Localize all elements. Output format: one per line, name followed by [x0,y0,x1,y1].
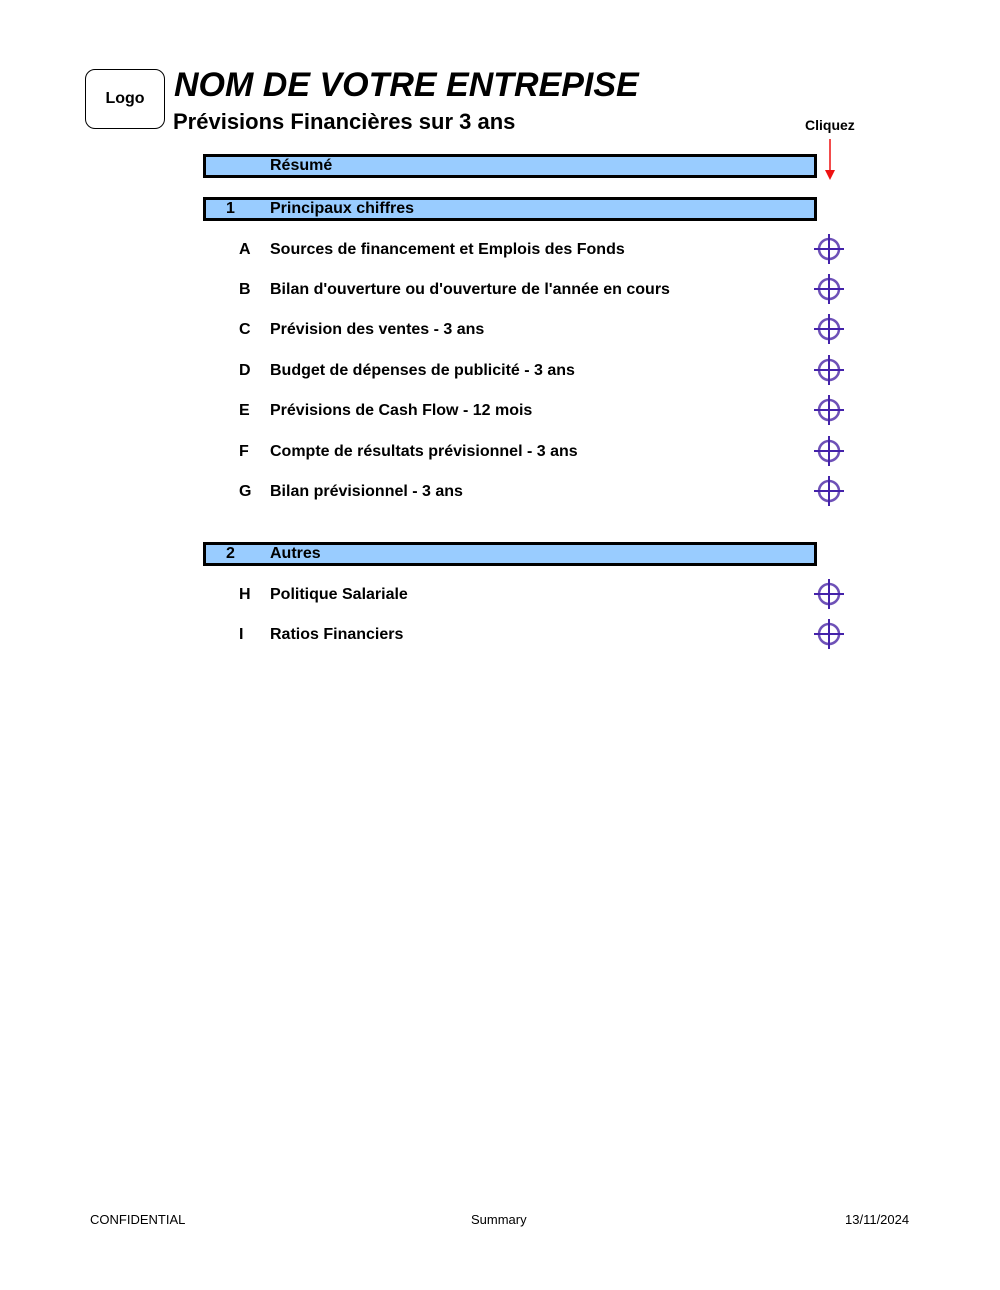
list-item-cash-flow [0,400,1000,422]
item-label: Bilan d'ouverture ou d'ouverture de l'année en cours [270,281,670,298]
crosshair-link-icon[interactable] [813,394,845,426]
item-label: Prévisions de Cash Flow - 12 mois [270,402,533,419]
footer-confidential: CONFIDENTIAL [90,1212,186,1227]
company-name: NOM DE VOTRE ENTREPISE [174,66,639,104]
section-bar-autres [203,542,817,566]
crosshair-link-icon[interactable] [813,273,845,305]
item-letter: B [239,281,251,298]
section-number: 1 [226,200,235,217]
page-subtitle: Prévisions Financières sur 3 ans [173,109,516,134]
list-item-sources-financement [0,239,1000,261]
item-letter: I [239,626,244,643]
click-hint-label: Cliquez [805,117,855,133]
list-item-compte-resultats [0,441,1000,463]
crosshair-link-icon[interactable] [813,618,845,650]
logo-label: Logo [105,90,145,107]
summary-bar-label: Résumé [270,157,333,174]
crosshair-link-icon[interactable] [813,233,845,265]
crosshair-link-icon[interactable] [813,354,845,386]
crosshair-link-icon[interactable] [813,313,845,345]
footer-date: 13/11/2024 [845,1212,910,1227]
section-bar-principaux-chiffres [203,197,817,221]
item-letter: H [239,586,251,603]
list-item-budget-publicite [0,360,1000,382]
list-item-prevision-ventes [0,319,1000,341]
logo-placeholder [85,69,165,129]
item-letter: D [239,362,251,379]
list-item-politique-salariale [0,584,1000,606]
item-label: Compte de résultats prévisionnel - 3 ans [270,443,578,460]
crosshair-link-icon[interactable] [813,475,845,507]
item-label: Bilan prévisionnel - 3 ans [270,483,463,500]
section-number: 2 [226,545,235,562]
item-letter: E [239,402,250,419]
item-letter: F [239,443,249,460]
item-label: Politique Salariale [270,586,408,603]
list-item-bilan-previsionnel [0,481,1000,503]
item-letter: A [239,241,251,258]
list-item-bilan-ouverture [0,279,1000,301]
item-label: Budget de dépenses de publicité - 3 ans [270,362,575,379]
item-letter: G [239,483,252,500]
item-label: Ratios Financiers [270,626,404,643]
section-label: Principaux chiffres [270,200,415,217]
crosshair-link-icon[interactable] [813,578,845,610]
item-label: Prévision des ventes - 3 ans [270,321,485,338]
item-label: Sources de financement et Emplois des Fonds [270,241,625,258]
summary-bar [203,154,817,178]
crosshair-link-icon[interactable] [813,435,845,467]
item-letter: C [239,321,251,338]
list-item-ratios-financiers [0,624,1000,646]
section-label: Autres [270,545,321,562]
footer-sheet-name: Summary [471,1212,527,1227]
arrow-down-icon [824,139,836,181]
